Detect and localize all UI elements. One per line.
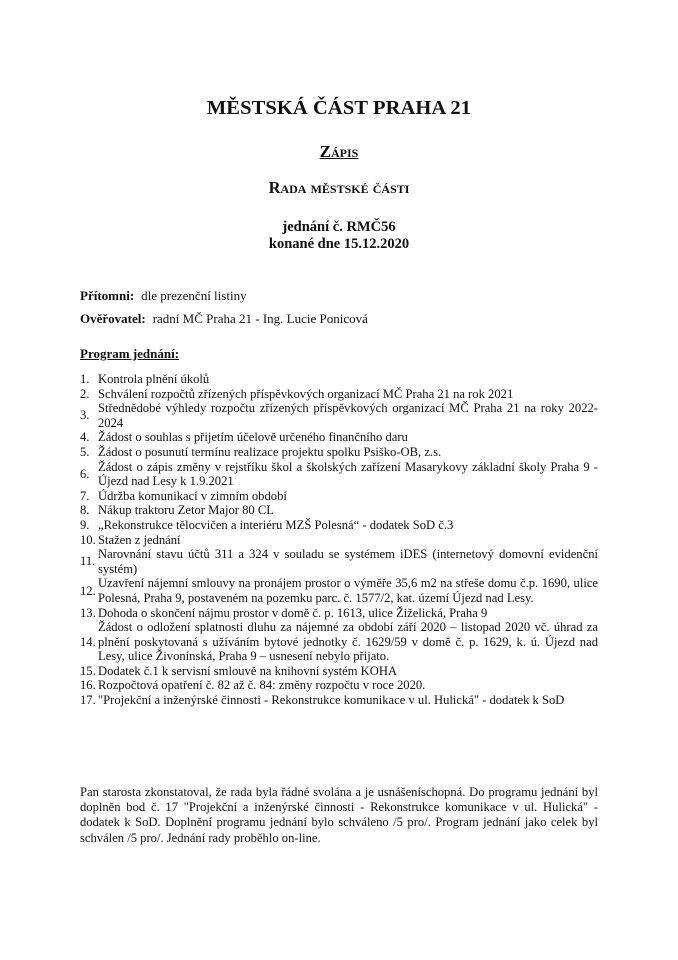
agenda-item-number: 3. [80,408,90,423]
agenda-item-text: Stažen z jednání [98,532,181,547]
agenda-item-text: Žádost o posunutí termínu realizace projektu spolku Psiško-OB, z.s. [98,444,442,459]
doc-type-heading [0,142,678,162]
agenda-list [80,372,598,708]
agenda-item-text: Nákup traktoru Zetor Major 80 CL [98,503,274,518]
present-label: Přítomni: [80,288,135,303]
verifier-value: radní MČ Praha 21 - Ing. Lucie Ponicová [152,311,368,326]
agenda-item-number: 5. [80,444,90,459]
agenda-item [80,430,598,445]
meeting-info [0,219,678,253]
meeting-number: jednání č. RMČ56 [282,219,396,235]
agenda-item-number: 15. [80,663,96,678]
agenda-item-text: Narovnání stavu účtů 311 a 324 v souladu se systémem iDES (internetový domovní evidenční systém) [98,547,598,576]
present-value: dle prezenční listiny [141,288,247,303]
agenda-item-number: 10. [80,532,96,547]
agenda-item-number: 12. [80,583,96,598]
agenda-item [80,664,598,679]
agenda-item-number: 1. [80,372,90,386]
agenda-item [80,518,598,533]
agenda-item-text: Střednědobé výhledy rozpočtu zřízených příspěvkových organizací MČ Praha 21 na roky 2022-2024 [98,401,598,430]
agenda-item [80,401,598,430]
agenda-item-text: Schválení rozpočtů zřízených příspěvkových organizací MČ Praha 21 na rok 2021 [98,386,514,401]
program-title: Program jednání: [80,346,180,361]
present-row [80,288,247,304]
statement-paragraph: Pan starosta zkonstatoval, že rada byla řádné svolána a je usnášeníschopná. Do programu jednání byl doplněn bod č. 17 "Projekční a inženýrské činnosti - Rekonstrukce komunikace v ul. Hulická" - dodatek k SoD. Doplnění programu jednání bylo schváleno /5 pro/. Program jednání jako celek byl schválen /5 pro/. Jednání rady proběhlo on-line. [80,785,598,845]
agenda-item [80,460,598,489]
org-title: MĚSTSKÁ ČÁST PRAHA 21 [206,97,472,119]
agenda-item [80,693,598,708]
agenda-item-number: 16. [80,678,96,693]
agenda-item-text: Dohoda o skončení nájmu prostor v domě č. p. 1613, ulice Žiželická, Praha 9 [98,605,488,620]
agenda-item-number: 9. [80,517,90,532]
agenda-item [80,445,598,460]
agenda-item [80,606,598,621]
verifier-label: Ověřovatel: [80,311,146,326]
agenda-item-number: 7. [80,488,90,503]
body-heading [0,178,678,198]
agenda-item [80,387,598,402]
agenda-item-text: Kontrola plnění úkolů [98,372,210,386]
agenda-item-text: "Projekční a inženýrské činnosti - Rekonstrukce komunikace v ul. Hulická" - dodatek k SoD [98,693,565,708]
agenda-item-number: 13. [80,605,96,620]
agenda-item-text: Uzavření nájemní smlouvy na pronájem prostor o výměře 35,6 m2 na střeše domu č.p. 1690, ulice Polesná, Praha 9, postaveném na pozemku parc. č. 1577/2, kat. území Újezd nad Lesy. [98,576,598,605]
agenda-item-number: 4. [80,430,90,445]
body-text: Rada městské části [268,178,410,197]
agenda-item-number: 6. [80,466,90,481]
agenda-item [80,620,598,664]
agenda-item-number: 2. [80,386,90,401]
agenda-item-text: Žádost o odložení splatnosti dluhu za nájemné za období září 2020 – listopad 2020 vč. úhrad za plnění poskytovaná s užíváním bytové jednotky č. 1629/59 v domě č. p. 1629, k. ú. Újezd nad Lesy, ulice Živonínská, Praha 9 – usnesení nebylo přijato. [98,620,598,664]
doc-type-text: Zápis [319,142,359,161]
agenda-item-text: Žádost o zápis změny v rejstříku škol a školských zařízení Masarykovy základní školy Praha 9 - Újezd nad Lesy k 1.9.2021 [98,459,598,489]
agenda-item [80,503,598,518]
agenda-item-text: Dodatek č.1 k servisní smlouvě na knihovní systém KOHA [98,663,398,678]
agenda-item-text: Žádost o souhlas s přijetím účelově určeného finančního daru [98,430,408,445]
verifier-row [80,311,368,327]
agenda-item [80,372,598,387]
agenda-item [80,576,598,605]
agenda-item-number: 8. [80,503,90,518]
agenda-item-number: 17. [80,693,96,708]
agenda-item [80,547,598,576]
agenda-item-text: „Rekonstrukce tělocvičen a interiéru MZŠ Polesná“ - dodatek SoD č.3 [98,517,454,532]
agenda-item-text: Rozpočtová opatření č. 82 až č. 84: změny rozpočtu v roce 2020. [98,678,426,693]
agenda-item [80,678,598,693]
agenda-item [80,489,598,504]
agenda-item-number: 11. [80,554,96,569]
agenda-item-text: Údržba komunikací v zimním období [98,488,287,503]
agenda-item [80,533,598,548]
meeting-date: konané dne 15.12.2020 [268,236,410,252]
agenda-item-number: 14. [80,634,96,649]
